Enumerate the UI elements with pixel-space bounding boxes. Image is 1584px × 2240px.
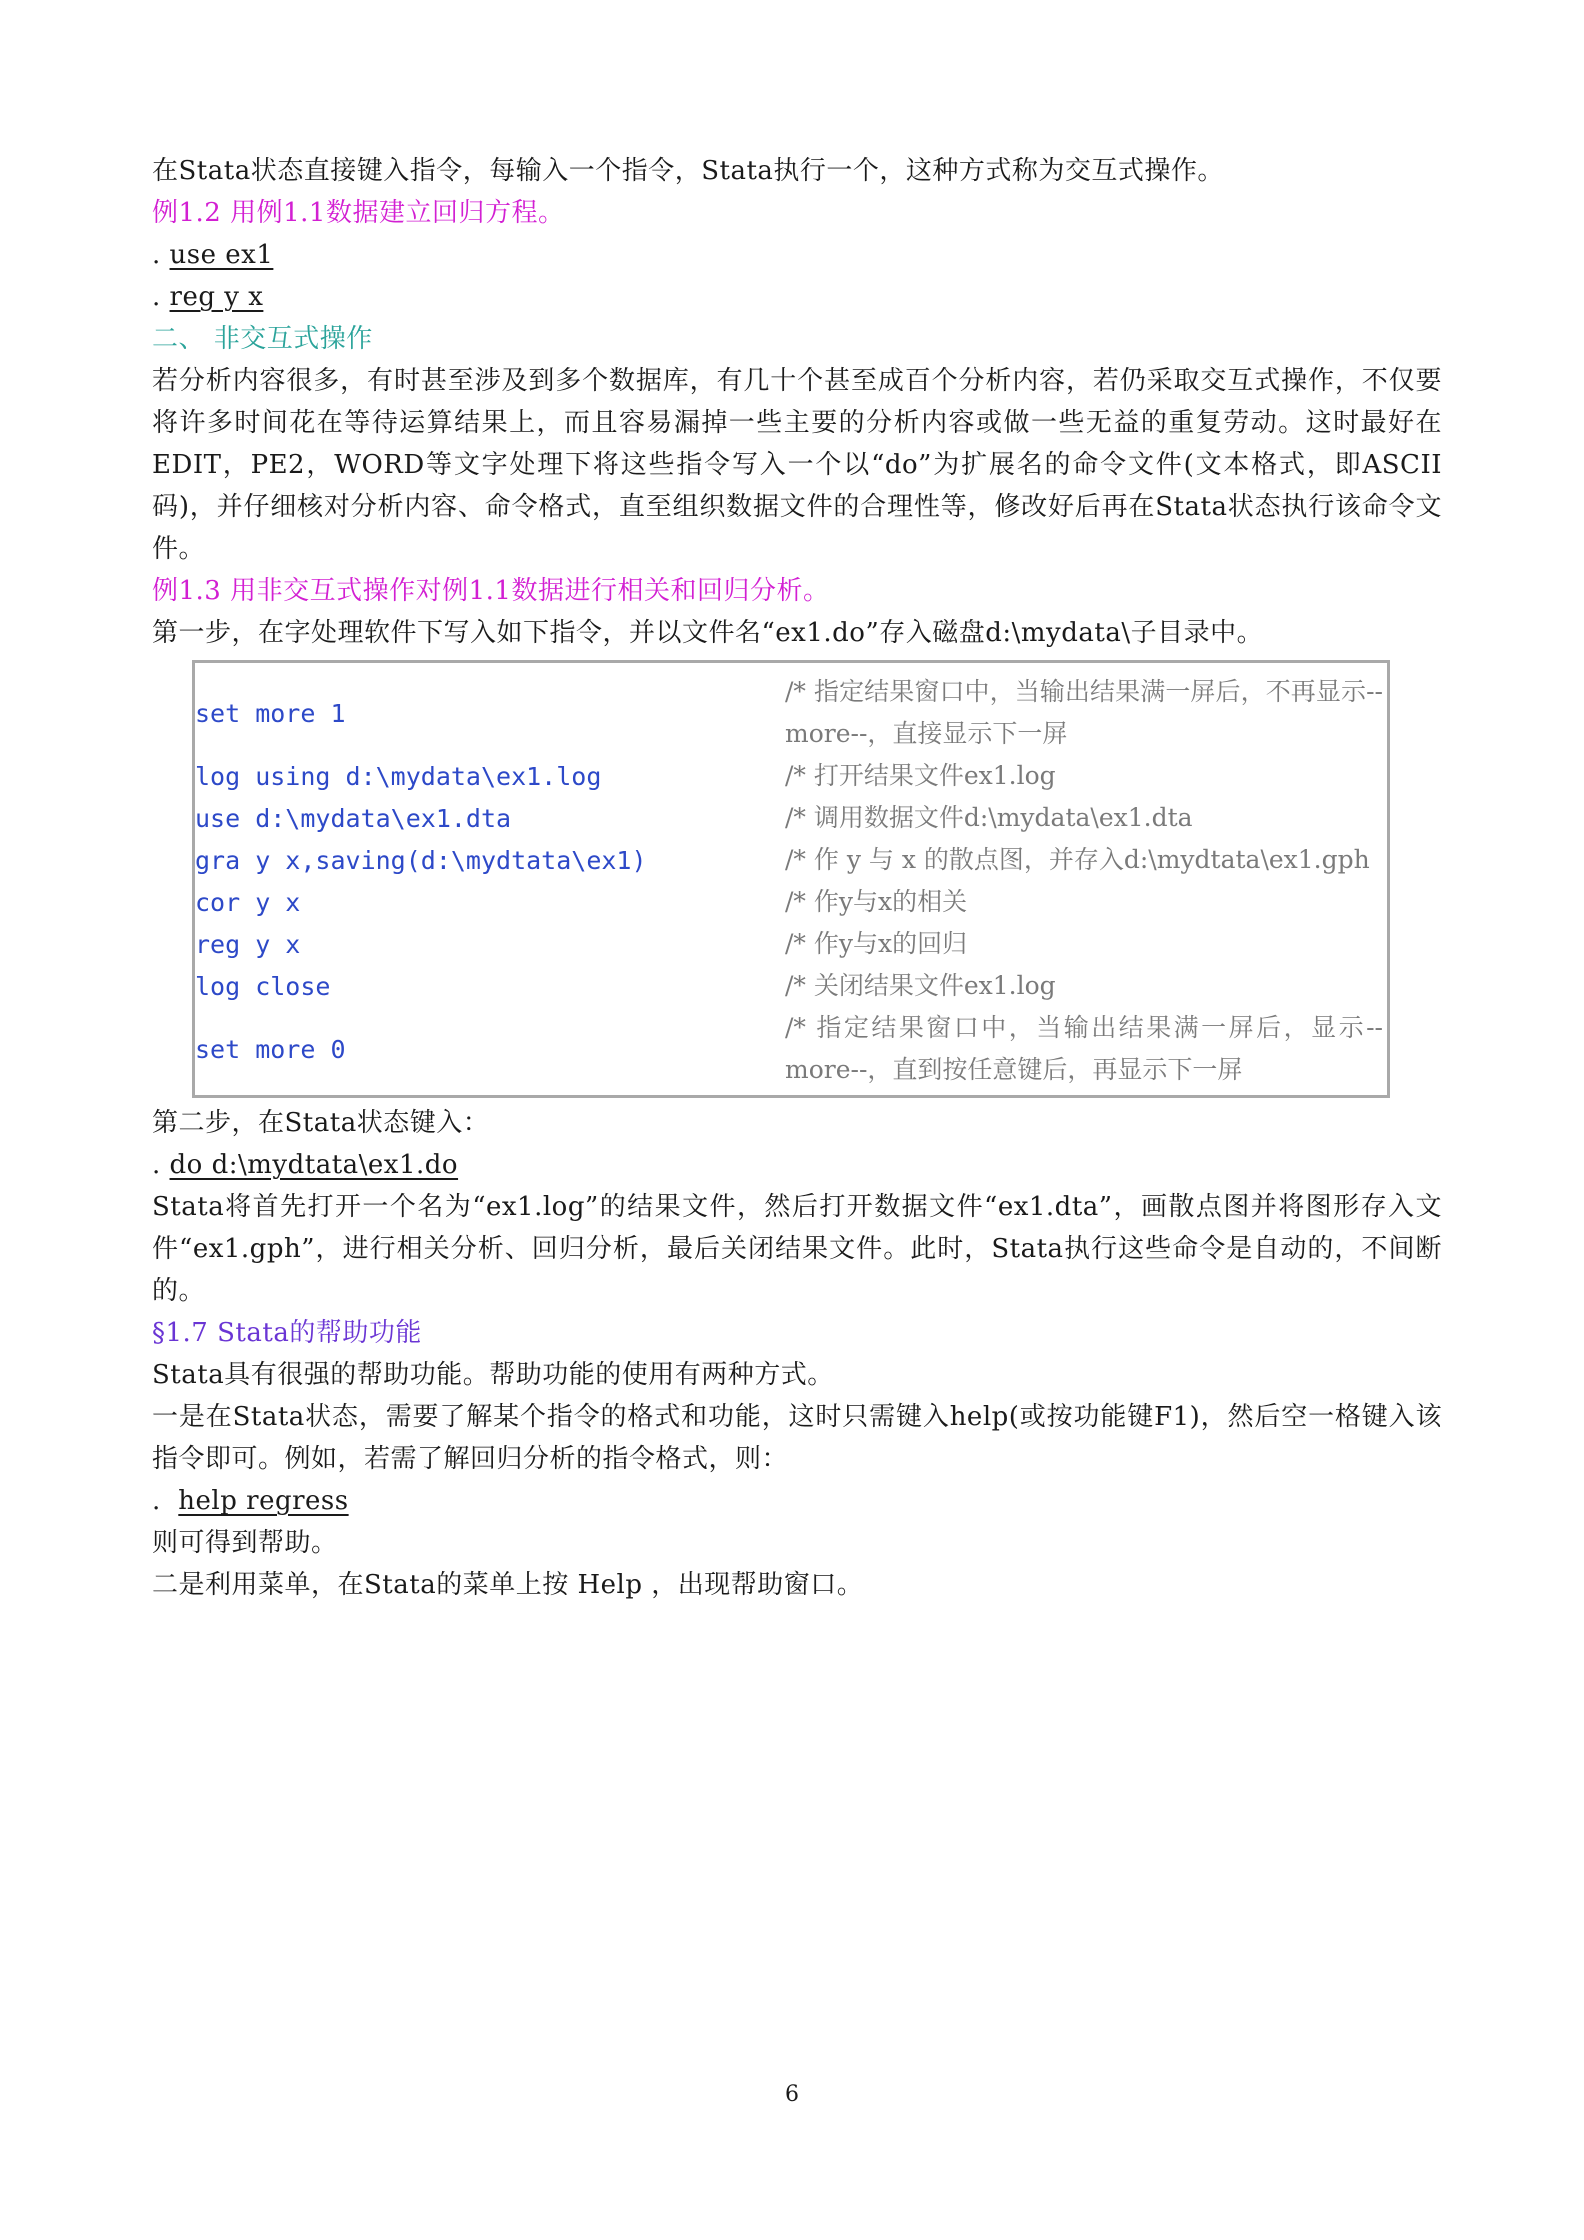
intro-paragraph: 在Stata状态直接键入指令，每输入一个指令，Stata执行一个，这种方式称为交互式操作。 xyxy=(152,156,1224,186)
code-command: log using d:\mydata\ex1.log xyxy=(195,761,602,791)
help-paragraph-1: Stata具有很强的帮助功能。帮助功能的使用有两种方式。 xyxy=(152,1360,834,1390)
command-reg xyxy=(152,276,1442,318)
help-paragraph-3: 则可得到帮助。 xyxy=(152,1528,338,1558)
code-row xyxy=(195,1007,1387,1091)
code-comment: /* 调用数据文件d:\mydata\ex1.dta xyxy=(785,803,1193,832)
example-1-3-heading: 例1.3 用非交互式操作对例1.1数据进行相关和回归分析。 xyxy=(152,576,830,606)
code-comment: /* 打开结果文件ex1.log xyxy=(785,761,1056,790)
code-command: reg y x xyxy=(195,929,301,959)
code-comment: /* 指定结果窗口中，当输出结果满一屏后，显示-- more--，直到按任意键后，再显示下一屏 xyxy=(785,1013,1383,1084)
prompt: . xyxy=(152,240,161,270)
section-noninteractive-heading: 二、 非交互式操作 xyxy=(152,324,373,354)
code-row xyxy=(195,839,1387,881)
code-command: gra y x,saving(d:\mydtata\ex1) xyxy=(195,845,647,875)
code-row xyxy=(195,965,1387,1007)
code-comment: /* 作y与x的回归 xyxy=(785,929,968,958)
code-comment: /* 关闭结果文件ex1.log xyxy=(785,971,1056,1000)
page-number: 6 xyxy=(785,2082,799,2107)
command-help-text: help regress xyxy=(178,1486,349,1516)
prompt: . xyxy=(152,282,161,312)
stata-runs-paragraph: Stata将首先打开一个名为“ex1.log”的结果文件，然后打开数据文件“ex1.dta”，画散点图并将图形存入文件“ex1.gph”，进行相关分析、回归分析，最后关闭结果文件。此时，Stata执行这些命令是自动的，不间断的。 xyxy=(152,1192,1442,1306)
do-file-code-box xyxy=(192,660,1390,1098)
command-do-text: do d:\mydtata\ex1.do xyxy=(169,1150,459,1180)
code-row xyxy=(195,923,1387,965)
code-row xyxy=(195,671,1387,755)
command-reg-text: reg y x xyxy=(169,282,264,312)
code-command: set more 1 xyxy=(195,698,346,728)
command-do xyxy=(152,1144,1442,1186)
document-page xyxy=(152,150,1442,1606)
noninteractive-paragraph: 若分析内容很多，有时甚至涉及到多个数据库，有几十个甚至成百个分析内容，若仍采取交互式操作，不仅要将许多时间花在等待运算结果上，而且容易漏掉一些主要的分析内容或做一些无益的重复劳动。这时最好在EDIT，PE2，WORD等文字处理下将这些指令写入一个以“do”为扩展名的命令文件(文本格式，即ASCII码)，并仔细核对分析内容、命令格式，直至组织数据文件的合理性等，修改好后再在Stata状态执行该命令文件。 xyxy=(152,366,1442,564)
code-command: set more 0 xyxy=(195,1034,346,1064)
step-two-text: 第二步，在Stata状态键入： xyxy=(152,1108,490,1138)
command-use-text: use ex1 xyxy=(169,240,274,270)
code-command: log close xyxy=(195,971,331,1001)
code-comment: /* 指定结果窗口中，当输出结果满一屏后，不再显示--more--，直接显示下一屏 xyxy=(785,677,1383,748)
prompt: . xyxy=(152,1486,161,1516)
help-paragraph-2: 一是在Stata状态，需要了解某个指令的格式和功能，这时只需键入help(或按功能键F1)，然后空一格键入该指令即可。例如，若需了解回归分析的指令格式，则： xyxy=(152,1402,1442,1474)
help-paragraph-4: 二是利用菜单，在Stata的菜单上按 Help ，出现帮助窗口。 xyxy=(152,1570,864,1600)
command-use xyxy=(152,234,1442,276)
code-command: use d:\mydata\ex1.dta xyxy=(195,803,512,833)
command-help xyxy=(152,1480,1442,1522)
step-one-text: 第一步，在字处理软件下写入如下指令，并以文件名“ex1.do”存入磁盘d:\mydata\子目录中。 xyxy=(152,618,1264,648)
code-comment: /* 作 y 与 x 的散点图，并存入d:\mydtata\ex1.gph xyxy=(785,845,1370,874)
example-1-2-heading: 例1.2 用例1.1数据建立回归方程。 xyxy=(152,198,565,228)
code-row xyxy=(195,881,1387,923)
code-comment: /* 作y与x的相关 xyxy=(785,887,968,916)
prompt: . xyxy=(152,1150,161,1180)
code-row xyxy=(195,755,1387,797)
section-1-7-heading: §1.7 Stata的帮助功能 xyxy=(152,1318,422,1348)
code-row xyxy=(195,797,1387,839)
code-command: cor y x xyxy=(195,887,301,917)
